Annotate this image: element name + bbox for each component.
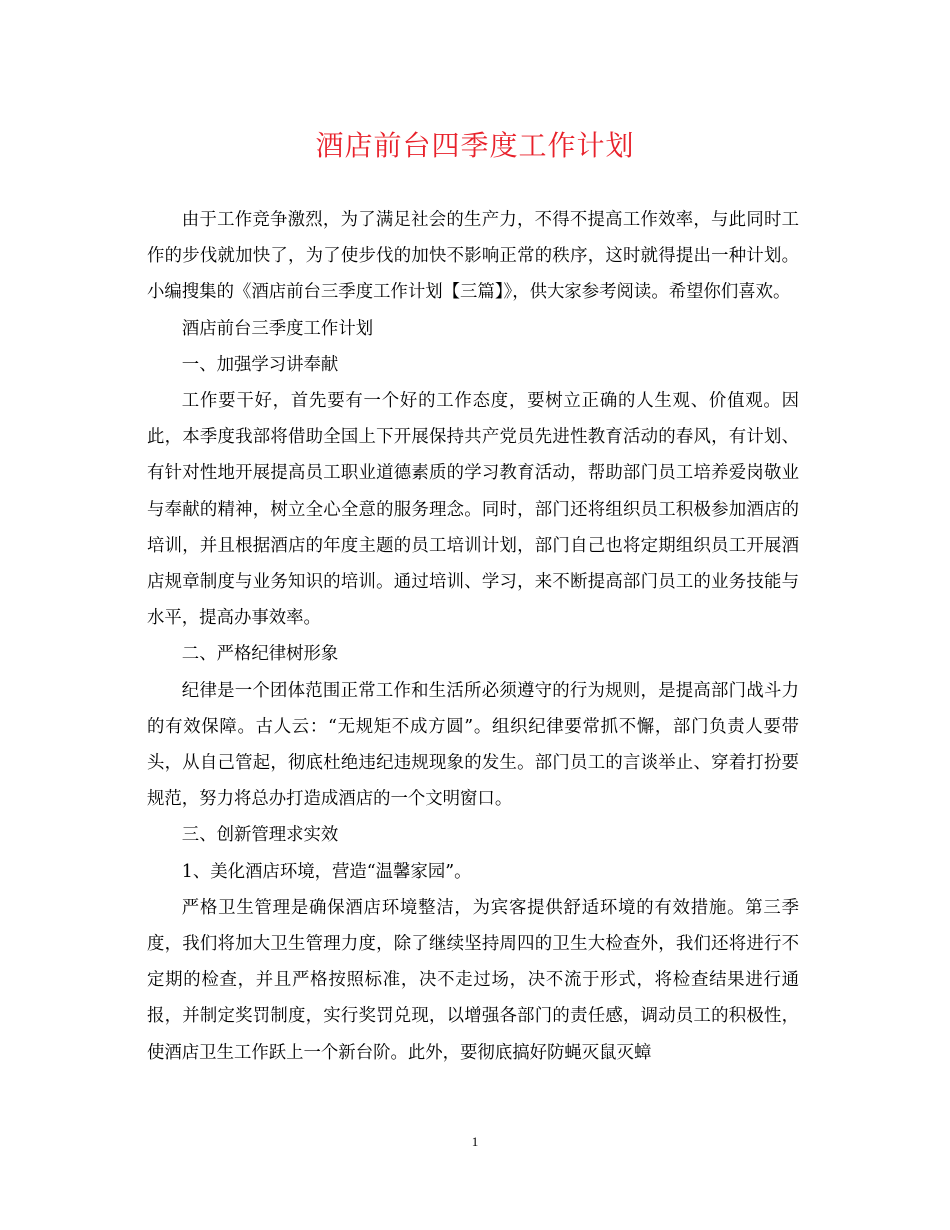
body-paragraph: 严格卫生管理是确保酒店环境整洁，为宾客提供舒适环境的有效措施。第三季度，我们将加大卫生管理力度，除了继续坚持周四的卫生大检查外，我们还将进行不定期的检查，并且严格按照标准，决不走过场，决不流于形式，将检查结果进行通报，并制定奖罚制度，实行奖罚兑现，以增强各部门的责任感，调动员工的积极性，使酒店卫生工作跃上一个新台阶。此外，要彻底搞好防蝇灭鼠灭蟑 bbox=[147, 897, 799, 1063]
subsection-heading-1: 一、加强学习讲奉献 bbox=[181, 354, 339, 375]
section-heading: 酒店前台三季度工作计划 bbox=[181, 318, 374, 339]
document-title: 酒店前台四季度工作计划 bbox=[315, 129, 635, 162]
page-number: 1 bbox=[471, 1134, 479, 1149]
document-body bbox=[147, 202, 799, 1071]
list-item-heading: 1、美化酒店环境，营造“温馨家园”。 bbox=[181, 861, 472, 882]
subsection-heading-3: 三、创新管理求实效 bbox=[181, 825, 339, 846]
intro-paragraph: 由于工作竞争激烈，为了满足社会的生产力，不得不提高工作效率，与此同时工作的步伐就加快了，为了使步伐的加快不影响正常的秩序，这时就得提出一种计划。小编搜集的《酒店前台三季度工作计划【三篇】》，供大家参考阅读。希望你们喜欢。 bbox=[147, 210, 799, 303]
subsection-heading-2: 二、严格纪律树形象 bbox=[181, 644, 339, 665]
body-paragraph: 工作要干好，首先要有一个好的工作态度，要树立正确的人生观、价值观。因此，本季度我部将借助全国上下开展保持共产党员先进性教育活动的春风，有计划、有针对性地开展提高员工职业道德素质的学习教育活动，帮助部门员工培养爱岗敬业与奉献的精神，树立全心全意的服务理念。同时，部门还将组织员工积极参加酒店的培训，并且根据酒店的年度主题的员工培训计划，部门自己也将定期组织员工开展酒店规章制度与业务知识的培训。通过培训、学习，来不断提高部门员工的业务技能与水平，提高办事效率。 bbox=[147, 391, 799, 629]
body-paragraph: 纪律是一个团体范围正常工作和生活所必须遵守的行为规则，是提高部门战斗力的有效保障。古人云：“无规矩不成方圆”。组织纪律要常抓不懈，部门负责人要带头，从自己管起，彻底杜绝违纪违规现象的发生。部门员工的言谈举止、穿着打扮要规范，努力将总办打造成酒店的一个文明窗口。 bbox=[147, 680, 799, 810]
